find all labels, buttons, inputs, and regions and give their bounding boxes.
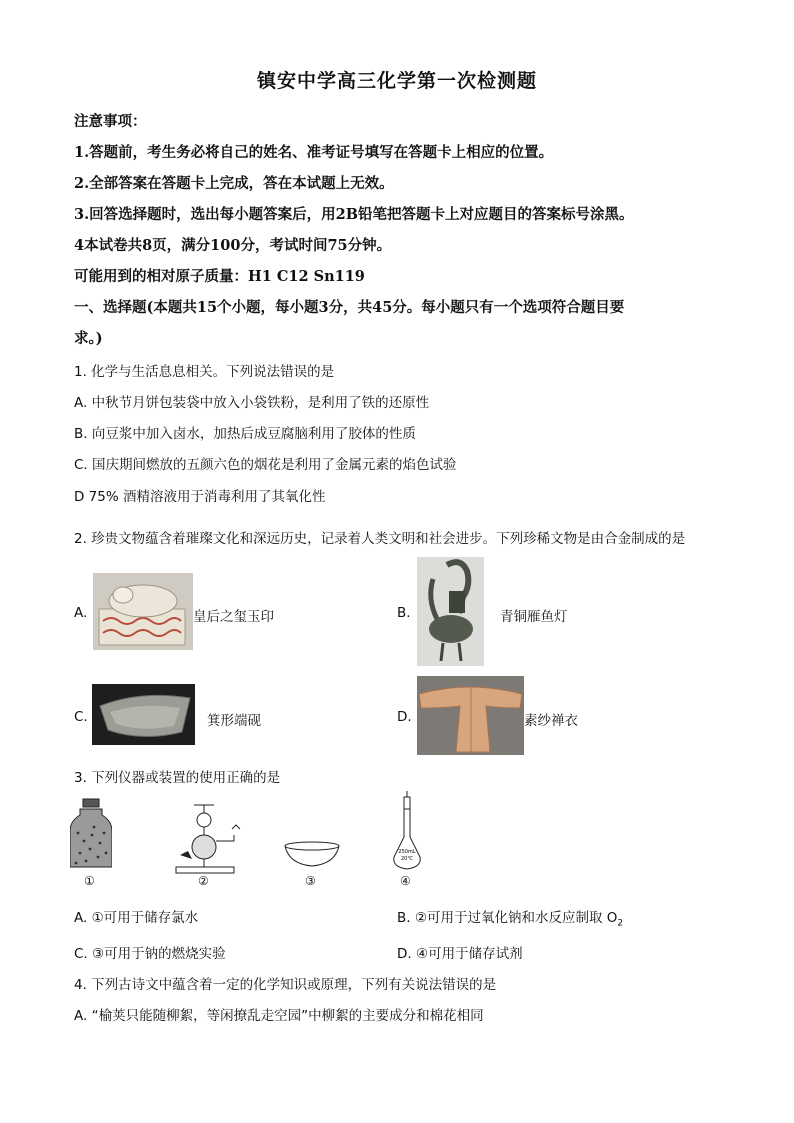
section-heading-line1: 一、选择题(本题共15个小题，每小题3分，共45分。每小题只有一个选项符合题目要 (74, 299, 625, 316)
q2-option-a-letter: A. (74, 605, 88, 621)
q2-stem: 2. 珍贵文物蕴含着璀璨文化和深远历史，记录着人类文明和社会进步。下列珍稀文物是由合金制成的是 (74, 531, 686, 547)
page-title: 镇安中学高三化学第一次检测题 (256, 70, 537, 92)
notice-item-1: 1.答题前，考生务必将自己的姓名、准考证号填写在答题卡上相应的位置。 (74, 144, 554, 161)
q2-option-a-text: 皇后之玺玉印 (193, 609, 274, 625)
flask-temp-label: 20℃ (401, 856, 413, 862)
crucible-dish-image (283, 840, 343, 868)
notice-heading: 注意事项： (74, 113, 147, 130)
notice-item-2: 2.全部答案在答题卡上完成，答在本试题上无效。 (74, 175, 394, 192)
q1-option-a: A. 中秋节月饼包装袋中放入小袋铁粉，是利用了铁的还原性 (74, 395, 430, 411)
q2-option-d-letter: D. (397, 709, 412, 725)
q4-option-a: A. “榆荚只能随柳絮，等闲撩乱走空园”中柳絮的主要成分和棉花相同 (74, 1008, 484, 1024)
q2-option-b-letter: B. (397, 605, 411, 621)
q4-stem: 4. 下列古诗文中蕴含着一定的化学知识或原理，下列有关说法错误的是 (74, 977, 497, 993)
notice-item-3: 3.回答选择题时，选出每小题答案后，用2B铅笔把答题卡上对应题目的答案标号涂黑。 (74, 206, 634, 223)
volumetric-flask-image (392, 791, 422, 875)
label-2: ② (198, 874, 209, 888)
q1-stem: 1. 化学与生活息息相关。下列说法错误的是 (74, 364, 335, 380)
notice-item-4: 4本试卷共8页，满分100分，考试时间75分钟。 (74, 237, 392, 254)
reagent-bottle-image (70, 797, 112, 871)
q2-option-c-letter: C. (74, 709, 88, 725)
flask-volume-label: 250mL (398, 849, 416, 855)
q3-option-a: A. ①可用于储存氯水 (74, 910, 199, 926)
q3-stem: 3. 下列仪器或装置的使用正确的是 (74, 770, 281, 786)
section-heading-line2: 求。) (74, 330, 103, 347)
q3-option-b (397, 906, 623, 929)
atomic-mass-line: 可能用到的相对原子质量：H1 C12 Sn119 (74, 268, 365, 285)
q2-option-d-text: 素纱禅衣 (524, 713, 578, 729)
q3-option-b-subscript: 2 (617, 918, 624, 929)
q3-option-c: C. ③可用于钠的燃烧实验 (74, 946, 226, 962)
label-1: ① (84, 874, 95, 888)
label-4: ④ (400, 874, 411, 888)
q1-option-c: C. 国庆期间燃放的五颜六色的烟花是利用了金属元素的焰色试验 (74, 457, 457, 473)
silk-garment-image (417, 676, 524, 755)
q1-option-b: B. 向豆浆中加入卤水，加热后成豆腐脑利用了胶体的性质 (74, 426, 416, 442)
q2-option-c-text: 箕形端砚 (207, 713, 261, 729)
bronze-lamp-image (417, 557, 484, 666)
q1-option-d: D 75% 酒精溶液用于消毒利用了其氧化性 (74, 489, 326, 505)
q3-option-d: D. ④可用于储存试剂 (397, 946, 523, 962)
jade-seal-image (93, 573, 193, 650)
label-3: ③ (305, 874, 316, 888)
q3-option-b-text: B. ②可用于过氧化钠和水反应制取 O (397, 910, 618, 926)
inkstone-image (92, 684, 195, 745)
q2-option-b-text: 青铜雁鱼灯 (500, 609, 568, 625)
gas-apparatus-image (160, 803, 244, 875)
